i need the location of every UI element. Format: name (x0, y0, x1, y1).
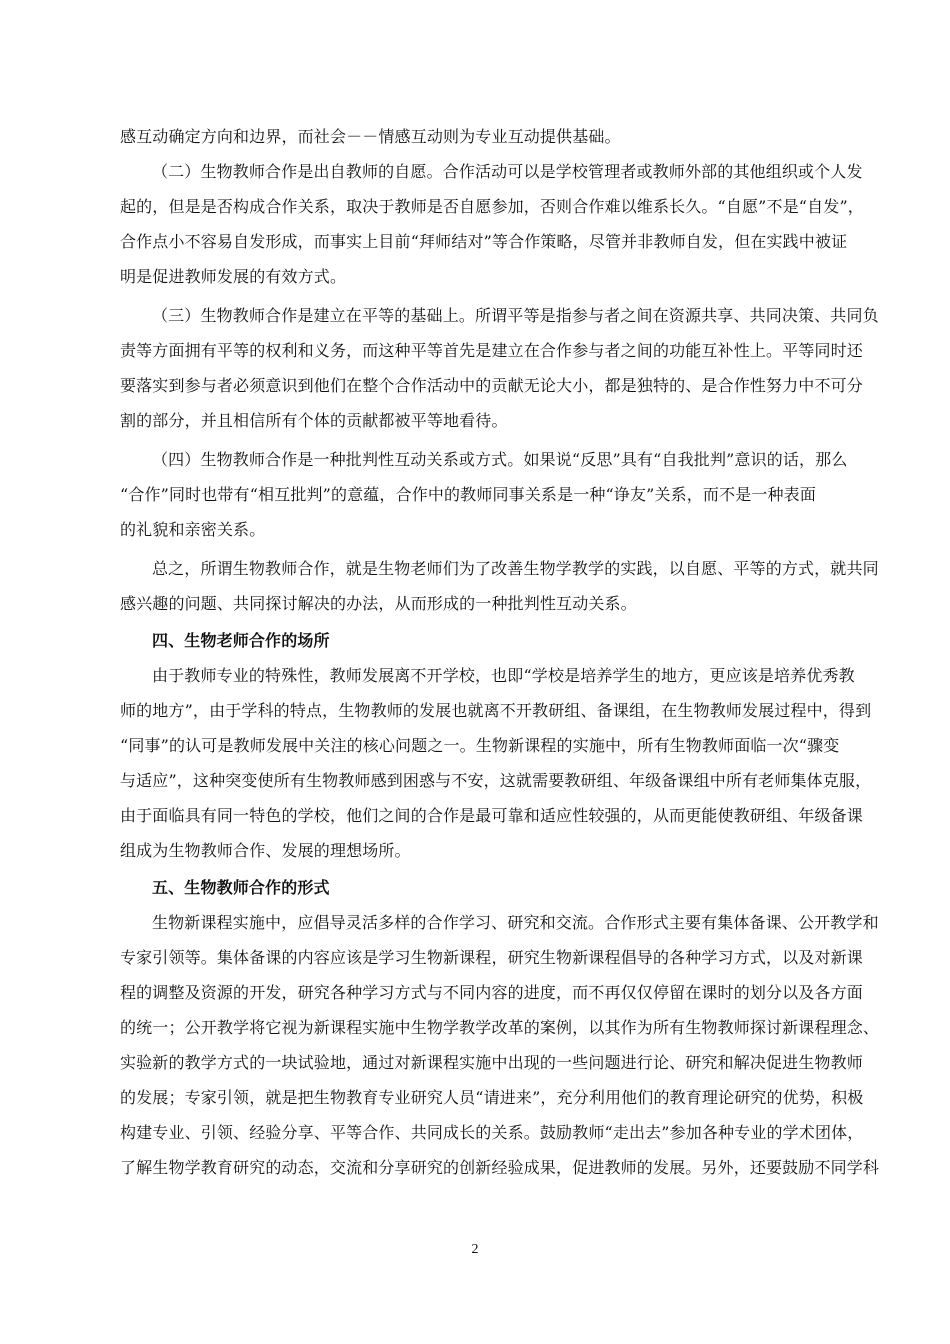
text-line: 了解生物学教育研究的动态，交流和分享研究的创新经验成果，促进教师的发展。另外，还要鼓励不同学科 (120, 1158, 880, 1177)
text-line: “合作”同时也带有“相互批判”的意蕴，合作中的教师同事关系是一种“诤友”关系，而不是一种表面 (120, 485, 816, 504)
text-line: 感兴趣的问题、共同探讨解决的办法，从而形成的一种批判性互动关系。 (120, 594, 637, 613)
text-line: 明是促进教师发展的有效方式。 (120, 267, 347, 286)
text-line: 的发展；专家引领，就是把生物教育专业研究人员“请进来”，充分利用他们的教育理论研究的优势，积极 (120, 1088, 864, 1107)
text-line: （二）生物教师合作是出自教师的自愿。合作活动可以是学校管理者或教师外部的其他组织或个人发 (152, 162, 863, 181)
page-number: 2 (471, 1242, 479, 1257)
text-line: 程的调整及资源的开发，研究各种学习方式与不同内容的进度，而不再仅仅停留在课时的划分以及各方面 (120, 983, 863, 1002)
text-line: 感互动确定方向和边界，而社会－－情感互动则为专业互动提供基础。 (120, 127, 621, 146)
text-line: “同事”的认可是教师发展中关注的核心问题之一。生物新课程的实施中，所有生物教师面临一次“骤变 (120, 736, 840, 755)
text-line: 合作点小不容易自发形成，而事实上目前“拜师结对”等合作策略，尽管并非教师自发，但在实践中被证 (120, 232, 848, 251)
text-line: 的统一；公开教学将它视为新课程实施中生物学教学改革的案例，以其作为所有生物教师探讨新课程理念、 (120, 1018, 880, 1037)
text-line: 专家引领等。集体备课的内容应该是学习生物新课程，研究生物新课程倡导的各种学习方式，以及对新课 (120, 948, 863, 967)
text-line: 起的，但是是否构成合作关系，取决于教师是否自愿参加，否则合作难以维系长久。“自愿”不是“自发”， (120, 197, 864, 216)
text-line: 总之，所谓生物教师合作，就是生物老师们为了改善生物学教学的实践，以自愿、平等的方式，就共同 (152, 559, 879, 578)
text-line: 师的地方”，由于学科的特点，生物教师的发展也就离不开教研组、备课组，在生物教师发展过程中，得到 (120, 701, 872, 720)
section-heading: 四、生物老师合作的场所 (152, 631, 330, 650)
text-line: 割的部分，并且相信所有个体的贡献都被平等地看待。 (120, 411, 508, 430)
text-line: 由于教师专业的特殊性，教师发展离不开学校，也即“学校是培养学生的地方，更应该是培养优秀教 (152, 666, 855, 685)
text-line: 要落实到参与者必须意识到他们在整个合作活动中的贡献无论大小，都是独特的、是合作性努力中不可分 (120, 376, 863, 395)
text-line: 实验新的教学方式的一块试验地，通过对新课程实施中出现的一些问题进行论、研究和解决促进生物教师 (120, 1053, 863, 1072)
text-line: （三）生物教师合作是建立在平等的基础上。所谓平等是指参与者之间在资源共享、共同决策、共同负 (152, 306, 879, 325)
text-line: 与适应”，这种突变使所有生物教师感到困惑与不安，这就需要教研组、年级备课组中所有老师集体克服， (120, 771, 872, 790)
text-line: 生物新课程实施中，应倡导灵活多样的合作学习、研究和交流。合作形式主要有集体备课、公开教学和 (152, 913, 879, 932)
text-line: 由于面临具有同一特色的学校，他们之间的合作是最可靠和适应性较强的，从而更能使教研组、年级备课 (120, 806, 863, 825)
text-line: （四）生物教师合作是一种批判性互动关系或方式。如果说“反思”具有“自我批判”意识的话，那么 (152, 450, 848, 469)
text-line: 构建专业、引领、经验分享、平等合作、共同成长的关系。鼓励教师“走出去”参加各种专业的学术团体， (120, 1123, 864, 1142)
section-heading: 五、生物教师合作的形式 (152, 878, 330, 897)
text-line: 责等方面拥有平等的权利和义务，而这种平等首先是建立在合作参与者之间的功能互补性上。平等同时还 (120, 341, 863, 360)
text-line: 组成为生物教师合作、发展的理想场所。 (120, 841, 411, 860)
text-line: 的礼貌和亲密关系。 (120, 520, 266, 539)
